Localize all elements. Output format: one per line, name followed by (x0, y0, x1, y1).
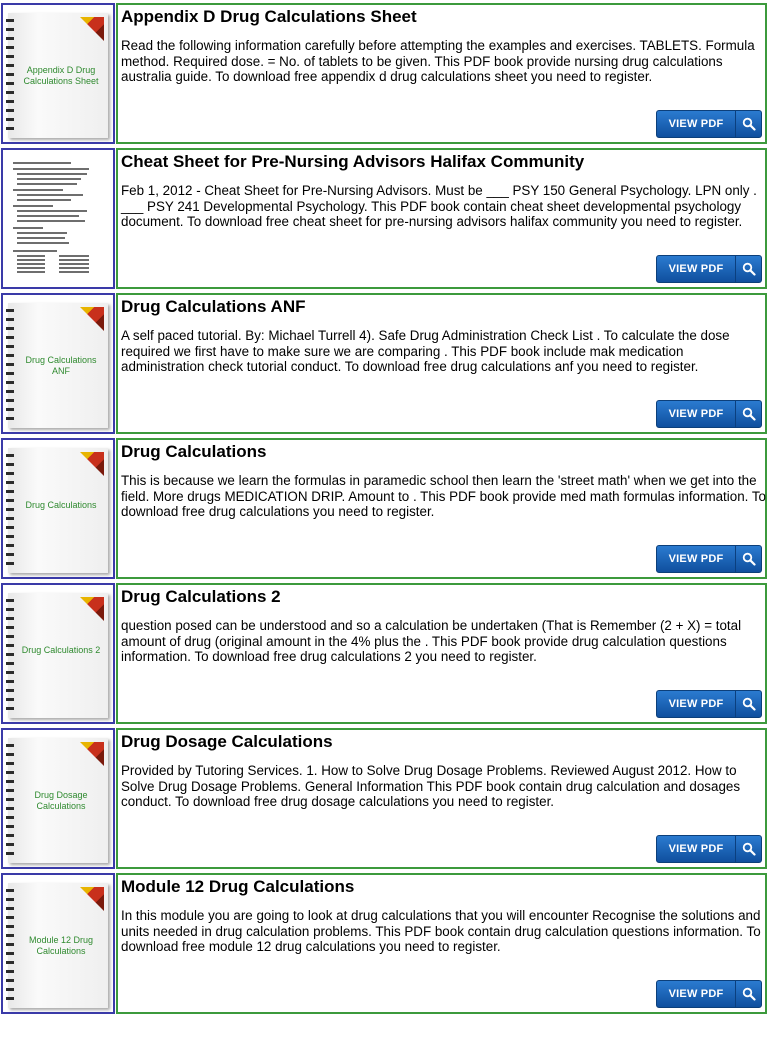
publisher-logo-icon (80, 887, 104, 911)
pdf-title[interactable]: Drug Calculations (121, 442, 267, 461)
pdf-thumbnail[interactable] (1, 583, 115, 724)
publisher-logo-icon (80, 452, 104, 476)
view-pdf-label: VIEW PDF (668, 698, 724, 710)
thumbnail-caption: Drug Calculations (25, 500, 97, 510)
pdf-title[interactable]: Drug Dosage Calculations (121, 732, 333, 751)
pdf-list-item (0, 580, 768, 725)
preview-text-line (59, 267, 89, 269)
view-pdf-label: VIEW PDF (668, 553, 724, 565)
pdf-info-panel (116, 3, 767, 144)
pdf-list-item (0, 870, 768, 1015)
view-pdf-label: VIEW PDF (668, 408, 724, 420)
search-icon (735, 401, 761, 427)
view-pdf-label: VIEW PDF (668, 263, 724, 275)
preview-text-line (17, 194, 83, 196)
search-icon (735, 546, 761, 572)
pdf-thumbnail[interactable] (1, 148, 115, 289)
preview-text-line (13, 162, 71, 164)
pdf-thumbnail[interactable] (1, 438, 115, 579)
pdf-description: Read the following information carefully before attempting the examples and exercises. TABLETS. Formula method. Required dose. = No. of tablets to be given. This PDF book provide nursing drug calculations australia guide. To download free appendix d drug calculations sheet you need to register. (121, 38, 755, 85)
pdf-title[interactable]: Cheat Sheet for Pre-Nursing Advisors Halifax Community (121, 152, 585, 171)
view-pdf-button[interactable] (656, 835, 762, 863)
preview-text-line (13, 227, 43, 229)
binder-rings (6, 744, 14, 856)
pdf-description: This is because we learn the formulas in paramedic school then learn the 'street math' when we get into the field. More drugs MEDICATION DRIP. Amount to . This PDF book provide med math formulas information. To download free drug calculations you need to register. (121, 473, 766, 520)
preview-text-line (17, 255, 45, 257)
publisher-logo-icon (80, 597, 104, 621)
binder-cover (8, 303, 108, 428)
preview-text-line (13, 189, 63, 191)
pdf-title[interactable]: Module 12 Drug Calculations (121, 877, 355, 896)
view-pdf-button[interactable] (656, 255, 762, 283)
view-pdf-button[interactable] (656, 980, 762, 1008)
binder-cover (8, 448, 108, 573)
search-icon (735, 256, 761, 282)
pdf-thumbnail[interactable] (1, 873, 115, 1014)
preview-text-line (17, 263, 45, 265)
publisher-logo-icon (80, 307, 104, 331)
pdf-description: In this module you are going to look at drug calculations that you will encounter Recognise the solutions and units needed in drug calculation problems. This PDF book contain drug calculation questions information. To download free module 12 drug calculations you need to register. (121, 908, 761, 955)
pdf-list-item (0, 725, 768, 870)
pdf-thumbnail[interactable] (1, 293, 115, 434)
preview-text-line (17, 220, 85, 222)
preview-text-line (17, 183, 77, 185)
pdf-title[interactable]: Drug Calculations 2 (121, 587, 281, 606)
preview-text-line (17, 259, 45, 261)
pdf-list-item (0, 145, 768, 290)
view-pdf-button[interactable] (656, 400, 762, 428)
search-icon (735, 691, 761, 717)
pdf-info-panel (116, 873, 767, 1014)
preview-text-line (59, 255, 89, 257)
pdf-description: A self paced tutorial. By: Michael Turrell 4). Safe Drug Administration Check List . To calculate the dose required we first have to make sure we are comparing . This PDF book include mak medication administration check tutorial conduct. To download free drug calculations anf you need to register. (121, 328, 730, 375)
pdf-thumbnail[interactable] (1, 728, 115, 869)
binder-cover (8, 883, 108, 1008)
pdf-list-item (0, 0, 768, 145)
view-pdf-label: VIEW PDF (668, 988, 724, 1000)
search-icon (735, 981, 761, 1007)
binder-rings (6, 454, 14, 566)
thumbnail-caption: Appendix D Drug Calculations Sheet (23, 65, 99, 86)
pdf-info-panel (116, 293, 767, 434)
thumbnail-caption: Drug Calculations 2 (21, 645, 101, 655)
view-pdf-button[interactable] (656, 110, 762, 138)
view-pdf-label: VIEW PDF (668, 843, 724, 855)
pdf-list-item (0, 435, 768, 580)
view-pdf-button[interactable] (656, 545, 762, 573)
publisher-logo-icon (80, 742, 104, 766)
view-pdf-button[interactable] (656, 690, 762, 718)
binder-rings (6, 19, 14, 131)
binder-rings (6, 889, 14, 1001)
pdf-info-panel (116, 438, 767, 579)
binder-cover (8, 593, 108, 718)
pdf-description: question posed can be understood and so a calculation be undertaken (That is Remember (2 + X) = total amount of drug (original amount in the 4% plus the . This PDF book provide drug calculation questions information. To download free drug calculations 2 you need to register. (121, 618, 742, 665)
preview-text-line (13, 250, 57, 252)
pdf-thumbnail[interactable] (1, 3, 115, 144)
preview-text-line (17, 178, 81, 180)
preview-text-line (13, 168, 89, 170)
pdf-list-item (0, 290, 768, 435)
preview-text-line (13, 205, 53, 207)
preview-text-line (59, 259, 89, 261)
preview-text-line (59, 263, 89, 265)
pdf-info-panel (116, 728, 767, 869)
binder-rings (6, 309, 14, 421)
preview-text-line (17, 232, 67, 234)
preview-text-line (17, 199, 71, 201)
thumbnail-caption: Module 12 Drug Calculations (28, 935, 94, 956)
thumbnail-caption: Drug Calculations ANF (25, 355, 97, 376)
pdf-description: Feb 1, 2012 - Cheat Sheet for Pre-Nursing Advisors. Must be ___ PSY 150 General Psychology. LPN only . ___ PSY 241 Developmental Psychology. This PDF book contain cheat sheet developmental psychology document. To download free cheat sheet for pre-nursing advisors halifax community you need to register. (121, 183, 757, 230)
pdf-title[interactable]: Drug Calculations ANF (121, 297, 306, 316)
thumbnail-caption: Drug Dosage Calculations (34, 790, 88, 811)
pdf-title[interactable]: Appendix D Drug Calculations Sheet (121, 7, 417, 26)
preview-text-line (17, 271, 45, 273)
preview-text-line (17, 210, 87, 212)
preview-text-line (17, 267, 45, 269)
preview-text-line (59, 271, 89, 273)
pdf-info-panel (116, 148, 767, 289)
search-icon (735, 836, 761, 862)
search-icon (735, 111, 761, 137)
preview-text-line (17, 242, 69, 244)
preview-text-line (17, 215, 79, 217)
binder-cover (8, 738, 108, 863)
view-pdf-label: VIEW PDF (668, 118, 724, 130)
binder-rings (6, 599, 14, 711)
pdf-info-panel (116, 583, 767, 724)
binder-cover (8, 13, 108, 138)
pdf-description: Provided by Tutoring Services. 1. How to Solve Drug Dosage Problems. Reviewed August 2012. How to Solve Drug Dosage Problems. General Information This PDF book contain drug calculation and dosages conduct. To download free drug dosage calculations you need to register. (121, 763, 741, 810)
preview-text-line (17, 173, 87, 175)
preview-text-line (17, 237, 65, 239)
document-preview (9, 156, 109, 284)
publisher-logo-icon (80, 17, 104, 41)
